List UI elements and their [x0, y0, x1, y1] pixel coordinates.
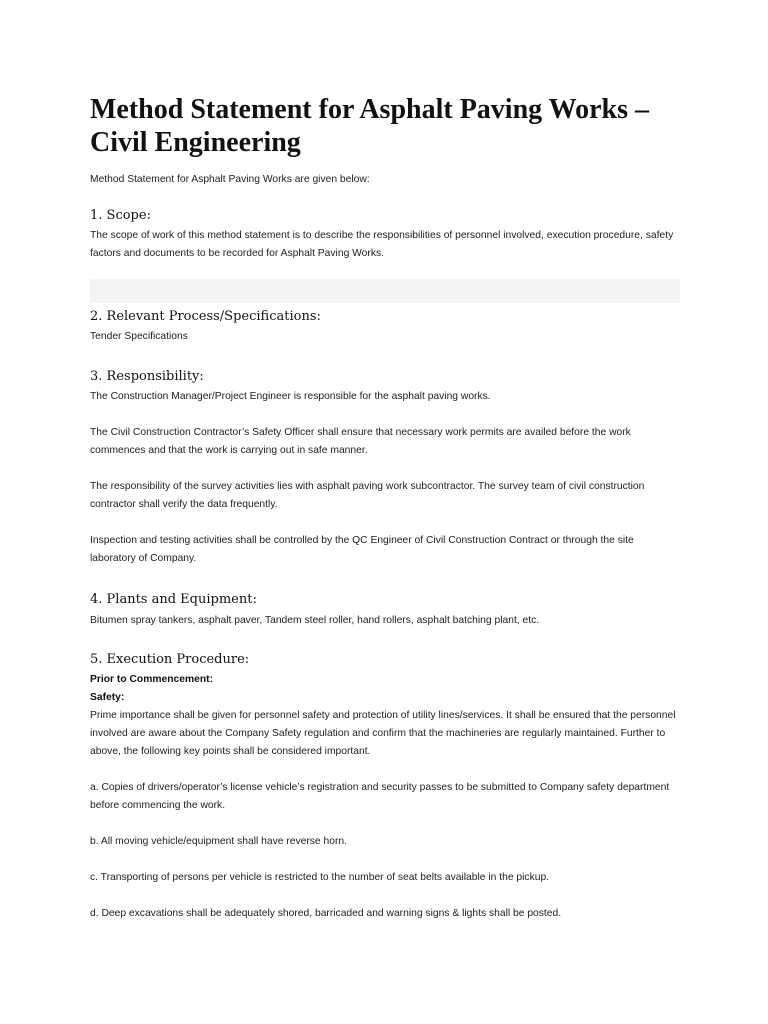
execution-list-item: d. Deep excavations shall be adequately shored, barricaded and warning signs & lights shall be posted. [90, 908, 562, 919]
plants-section [90, 612, 680, 630]
document-title: Method Statement for Asphalt Paving Works – Civil Engineering [90, 94, 649, 158]
plants-text: Bitumen spray tankers, asphalt paver, Tandem steel roller, hand rollers, asphalt batching plant, etc. [90, 615, 540, 626]
execution-paragraph: Prime importance shall be given for personnel safety and protection of utility lines/services. It shall be ensured that the personnel involved are aware about the Company Safety regulation and confirm that the machineries are regularly maintained. Further to above, the following key points shall be considered important. [90, 710, 676, 757]
relevant-text: Tender Specifications [90, 331, 188, 342]
scope-heading: 1. Scope: [90, 208, 151, 223]
responsibility-paragraph: Inspection and testing activities shall be controlled by the QC Engineer of Civil Construction Contract or through the site laboratory of Company. [90, 535, 634, 564]
prior-to-commencement-subheading: Prior to Commencement: [90, 674, 214, 685]
relevant-heading: 2. Relevant Process/Specifications: [90, 309, 321, 324]
responsibility-paragraph: The Construction Manager/Project Engineer is responsible for the asphalt paving works. [90, 391, 491, 402]
plants-heading: 4. Plants and Equipment: [90, 592, 257, 607]
responsibility-paragraph: The Civil Construction Contractor’s Safety Officer shall ensure that necessary work permits are availed before the work commences and that the work is carrying out in safe manner. [90, 427, 631, 456]
safety-subheading: Safety: [90, 692, 125, 703]
execution-heading: 5. Execution Procedure: [90, 652, 250, 667]
scope-section [90, 227, 680, 263]
responsibility-section [90, 388, 680, 568]
intro-text: Method Statement for Asphalt Paving Works are given below: [90, 174, 370, 185]
responsibility-paragraph: The responsibility of the survey activities lies with asphalt paving work subcontractor. The survey team of civil construction contractor shall verify the data frequently. [90, 481, 645, 510]
execution-section [90, 671, 680, 923]
execution-list-item: c. Transporting of persons per vehicle is restricted to the number of seat belts available in the pickup. [90, 872, 550, 883]
ad-placeholder-band [90, 279, 680, 303]
responsibility-heading: 3. Responsibility: [90, 369, 204, 384]
relevant-section [90, 328, 680, 346]
scope-text: The scope of work of this method statement is to describe the responsibilities of personnel involved, execution procedure, safety factors and documents to be recorded for Asphalt Paving Works. [90, 230, 674, 259]
execution-list-item: a. Copies of drivers/operator’s license vehicle’s registration and security passes to be submitted to Company safety department before commencing the work. [90, 782, 670, 811]
execution-list-item: b. All moving vehicle/equipment shall have reverse horn. [90, 836, 347, 847]
